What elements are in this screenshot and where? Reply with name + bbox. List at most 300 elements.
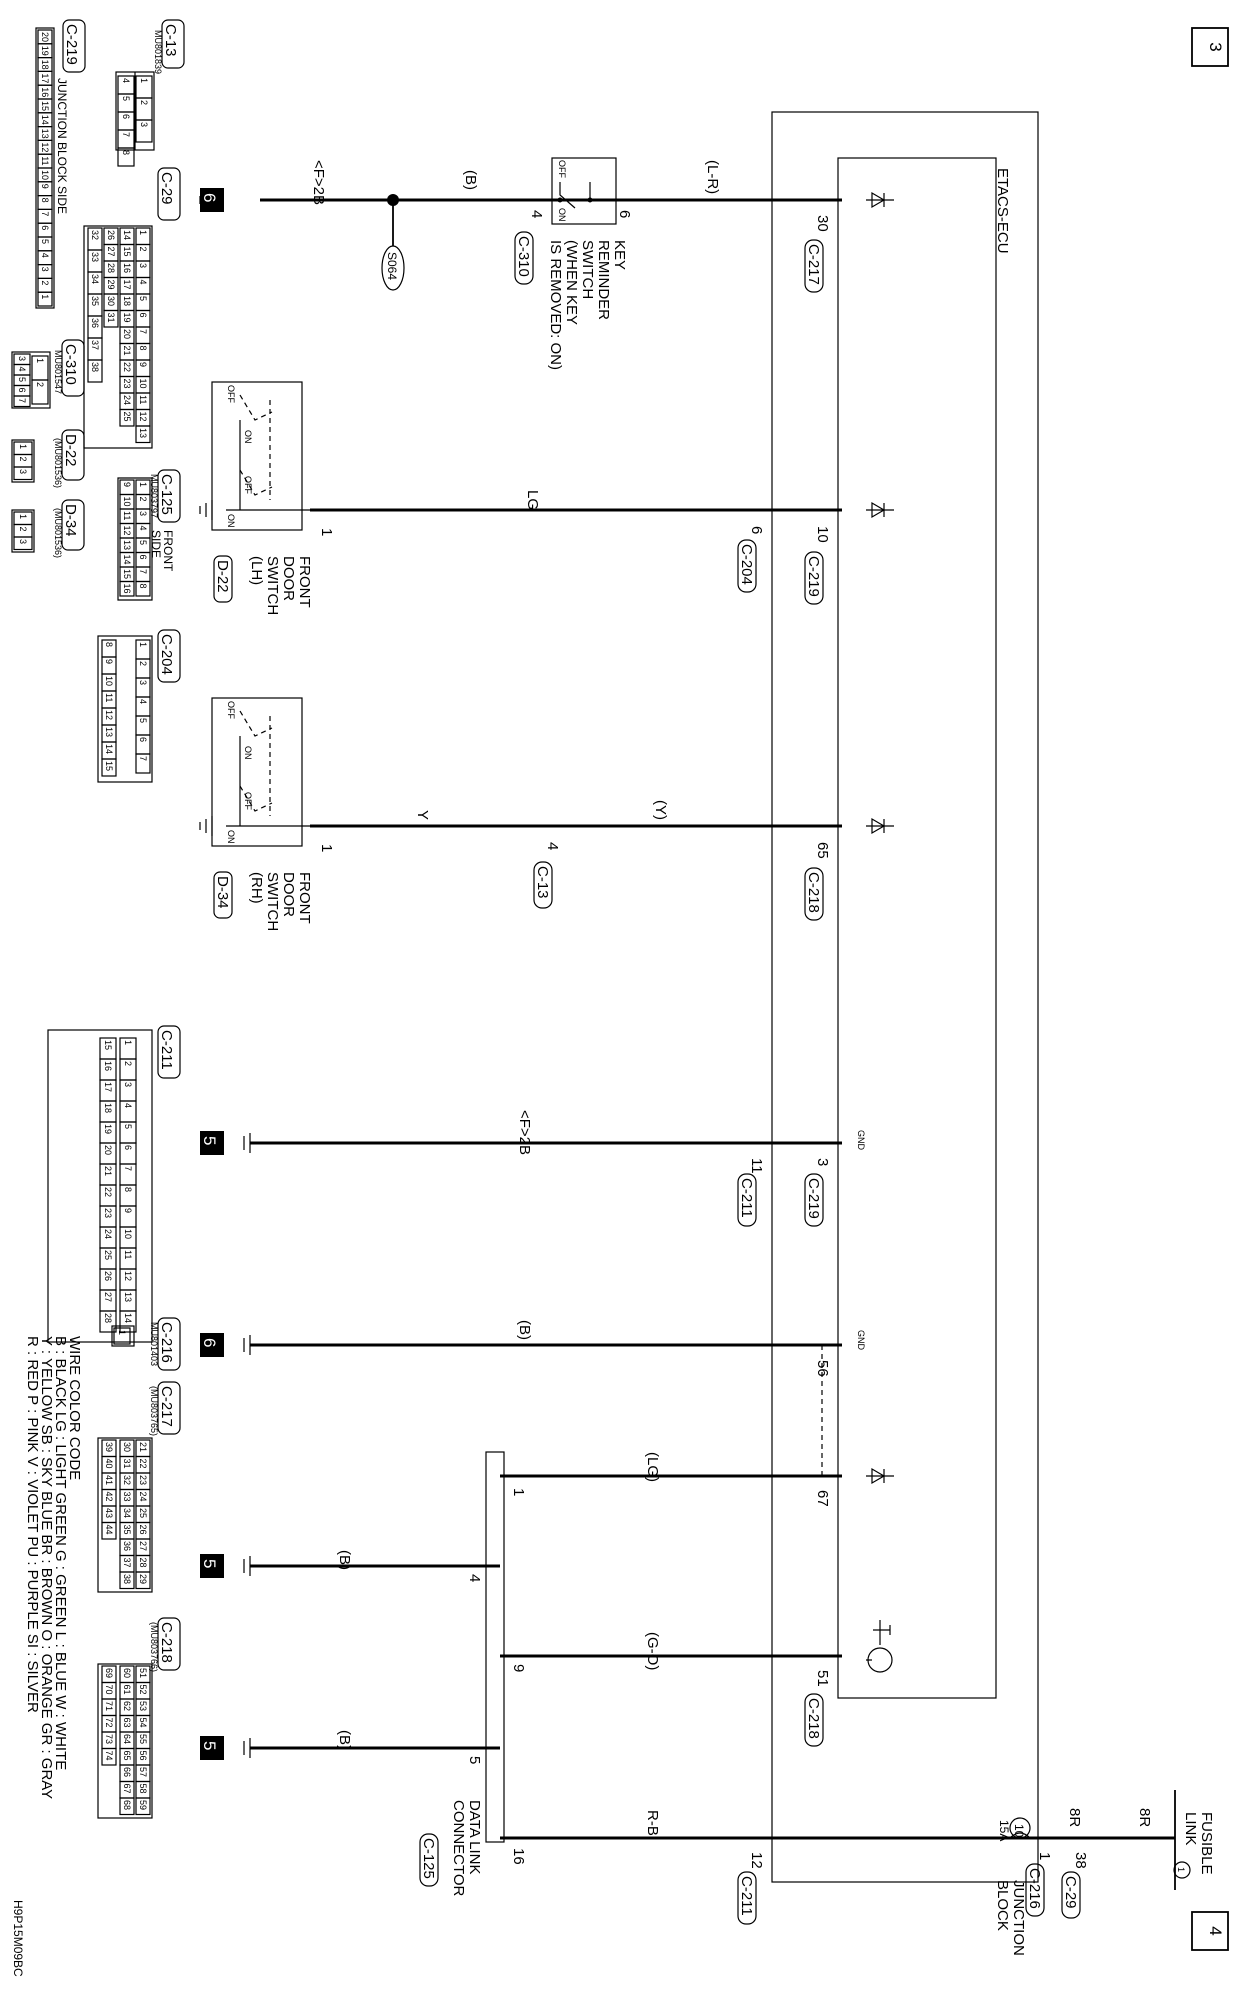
splice-label: S064 (385, 252, 399, 281)
connector-cell-label: 19 (122, 312, 132, 323)
connector-cell-label: 26 (106, 230, 116, 241)
connector-cell-label: 22 (122, 362, 132, 373)
key-switch-label-4: (WHEN KEY (563, 240, 580, 326)
door-rh-on2: ON (226, 830, 236, 844)
connector-cell-label: 23 (103, 1208, 113, 1219)
diode-icon (866, 193, 894, 207)
connector-cell-label: 2 (18, 526, 28, 532)
legend-row-3: R : RED P : PINK V : VIOLET PU : PURPLE SI : SILVER (24, 1336, 41, 1713)
connector-cell-label: 16 (103, 1061, 113, 1072)
connector-cell-label: 3 (139, 122, 149, 128)
d34-view-name: D-34 (62, 504, 79, 537)
connector-cell-label: 1 (138, 482, 148, 488)
connector-cell-label: 30 (122, 1442, 132, 1453)
connector-cell-label: 23 (122, 378, 132, 389)
ground-ref-2: 5 (200, 1136, 219, 1146)
c218-view-name: C-218 (158, 1622, 175, 1663)
connector-cell-label: 8 (40, 197, 50, 203)
connector-cell-label: 72 (104, 1717, 114, 1728)
connector-cell-label: 6 (138, 312, 148, 318)
connector-cell-label: 2 (35, 382, 45, 388)
connector-cell-label: 1 (18, 444, 28, 450)
connector-cell-label: 39 (104, 1442, 114, 1453)
connector-cell-label: 2 (138, 496, 148, 502)
door-lh-on2: ON (226, 514, 236, 528)
connector-cell-label: 1 (123, 1040, 133, 1046)
connector-cell-label: 55 (138, 1734, 148, 1745)
connector-cell-label: 16 (122, 263, 132, 274)
pin-51: 51 (814, 1670, 831, 1687)
connector-cell-label: 8 (138, 583, 148, 589)
connector-cell-label: 10 (104, 676, 114, 687)
connector-cell-label: 13 (40, 128, 50, 139)
conn-c204-label: C-204 (738, 544, 755, 585)
connector-cell-label: 21 (103, 1166, 113, 1177)
connector-cell-label: 41 (104, 1475, 114, 1486)
connector-cell-label: 5 (40, 239, 50, 245)
connector-cell-label: 15 (103, 1040, 113, 1051)
connector-cell-label: 3 (138, 511, 148, 517)
conn-c211-2-label: C-211 (738, 1876, 755, 1916)
transistor-icon (866, 1620, 892, 1672)
connector-cell-label: 32 (122, 1475, 132, 1486)
connector-cell-label: 69 (104, 1668, 114, 1679)
page-number-right (1192, 1912, 1228, 1950)
connector-cell-label: 28 (103, 1313, 113, 1324)
connector-cell-label: 7 (40, 211, 50, 217)
connector-cell-label: 19 (103, 1124, 113, 1135)
connector-cell-label: 5 (138, 296, 148, 302)
connector-cell-label: 35 (122, 1524, 132, 1535)
connector-cell-label: 17 (103, 1082, 113, 1093)
key-switch-off: OFF (557, 160, 567, 178)
connector-cell-label: 15 (122, 569, 132, 580)
door-rh-off1: OFF (226, 701, 236, 719)
connector-cell-label: 62 (122, 1701, 132, 1712)
c204-view-name: C-204 (158, 634, 175, 675)
connector-cell-label: 4 (138, 699, 148, 705)
connector-cell-label: 3 (18, 539, 28, 545)
connector-cell-label: 37 (90, 340, 100, 351)
wire-label-f2b: <F>2B (310, 160, 327, 206)
pin-11: 11 (748, 1158, 765, 1174)
c310-cells (14, 354, 48, 407)
c219-view-desc: JUNCTION BLOCK SIDE (55, 78, 69, 215)
legend-row-1: B : BLACK LG : LIGHT GREEN G : GREEN L : BLUE W : WHITE (52, 1336, 69, 1771)
conn-c218-label: C-218 (805, 872, 822, 913)
ground-ref-4: 5 (200, 1559, 219, 1569)
junction-pin-38: 38 (1072, 1852, 1089, 1869)
key-switch-pin4: 4 (528, 210, 545, 219)
connector-cell-label: 5 (138, 718, 148, 724)
connector-view-c211 (48, 1026, 180, 1342)
connector-cell-label: 52 (138, 1684, 148, 1695)
door-lh-label-4: (LH) (248, 556, 265, 586)
wire-label-b-3: (B) (336, 1550, 353, 1570)
connector-cell-label: 74 (104, 1750, 114, 1761)
connector-cell-label: 2 (40, 280, 50, 286)
connector-cell-label: 33 (90, 252, 100, 263)
wire-label-y-paren: (Y) (652, 800, 669, 820)
connector-cell-label: 54 (138, 1717, 148, 1728)
c204-cells (102, 640, 150, 776)
connector-cell-label: 12 (40, 142, 50, 153)
connector-cell-label: 10 (138, 378, 148, 389)
fusible-number: 1 (1176, 1867, 1186, 1873)
junction-label-2: BLOCK (994, 1880, 1011, 1931)
connector-cell-label: 4 (121, 78, 131, 84)
pin-30: 30 (814, 215, 831, 232)
door-lh-off1: OFF (226, 385, 236, 403)
dlc-pin-16: 16 (510, 1848, 527, 1865)
pin-3: 3 (814, 1158, 831, 1167)
page-code: H9P15M09BC (11, 1900, 25, 1977)
door-rh-label-1: FRONT (296, 872, 313, 924)
diode-icon (866, 819, 894, 833)
conn-c310-label: C-310 (515, 236, 532, 277)
door-lh-on1: ON (243, 430, 253, 444)
connector-cell-label: 7 (121, 132, 131, 138)
connector-cell-label: 21 (138, 1442, 148, 1453)
connector-cell-label: 12 (123, 1271, 133, 1282)
connector-cell-label: 6 (138, 554, 148, 560)
door-rh-off2: OFF (243, 792, 253, 810)
wire-label-r-b: R-B (644, 1810, 661, 1836)
junction-wire-8r-a: 8R (1066, 1808, 1083, 1828)
connector-cell-label: 40 (104, 1458, 114, 1469)
connector-cell-label: 43 (104, 1508, 114, 1519)
d34-view-part: (MU801536) (53, 508, 63, 559)
door-rh-label-3: SWITCH (264, 872, 281, 932)
connector-cell-label: 2 (139, 100, 149, 106)
connector-view-c29 (84, 168, 180, 448)
c125-view-desc2: SIDE (149, 530, 163, 559)
conn-c211-label: C-211 (738, 1178, 755, 1218)
connector-cell-label: 12 (138, 411, 148, 422)
c211-cells (100, 1038, 136, 1332)
connector-cell-label: 25 (122, 411, 132, 422)
connector-cell-label: 2 (138, 246, 148, 252)
pin-12: 12 (748, 1852, 765, 1869)
connector-cell-label: 61 (122, 1684, 132, 1695)
etacs-ecu-outer-box (772, 112, 1038, 1882)
c211-view-name: C-211 (158, 1030, 175, 1070)
connector-cell-label: 6 (123, 1145, 133, 1151)
ground-ref-5: 5 (200, 1741, 219, 1751)
connector-cell-label: 9 (138, 362, 148, 368)
connector-cell-label: 44 (104, 1524, 114, 1535)
connector-cell-label: 7 (17, 398, 27, 404)
connector-cell-label: 27 (106, 246, 116, 257)
connector-cell-label: 19 (40, 45, 50, 56)
gnd-label-1: GND (856, 1130, 866, 1150)
connector-cell-label: 3 (18, 469, 28, 475)
connector-cell-label: 8 (104, 642, 114, 648)
door-rh-label-2: DOOR (280, 872, 297, 917)
connector-cell-label: 73 (104, 1734, 114, 1745)
c218-view-part: (MU803766) (149, 1622, 159, 1673)
connector-cell-label: 65 (122, 1750, 132, 1761)
connector-cell-label: 18 (40, 59, 50, 70)
c217-view-part: (MU803765) (149, 1386, 159, 1437)
dlc-pin-1: 1 (510, 1488, 527, 1497)
connector-cell-label: 13 (122, 540, 132, 551)
connector-cell-label: 15 (122, 246, 132, 257)
connector-cell-label: 8 (121, 150, 131, 156)
connector-cell-label: 26 (103, 1271, 113, 1282)
door-lh-label-2: DOOR (280, 556, 297, 601)
fusible-label-1: FUSIBLE (1198, 1812, 1215, 1875)
connector-cell-label: 36 (90, 318, 100, 329)
connector-cell-label: 13 (138, 428, 148, 439)
connector-cell-label: 11 (138, 395, 148, 405)
conn-c13-label: C-13 (534, 866, 551, 899)
connector-cell-label: 15 (104, 761, 114, 772)
c216-view-part: MU801403 (149, 1322, 159, 1367)
connector-cell-label: 37 (122, 1557, 132, 1568)
connector-cell-label: 67 (122, 1783, 132, 1794)
wire-label-y: Y (414, 810, 431, 821)
connector-cell-label: 14 (122, 554, 132, 565)
d22-view-name: D-22 (62, 434, 79, 467)
door-rh-pin: 1 (318, 844, 335, 853)
door-switch-lh (212, 382, 310, 530)
pin-6-c204: 6 (748, 526, 765, 535)
connector-cell-label: 20 (122, 329, 132, 340)
door-lh-off2: OFF (243, 476, 253, 494)
connector-cell-label: 1 (18, 514, 28, 520)
dlc-pin-5: 5 (466, 1756, 483, 1765)
connector-cell-label: 34 (90, 274, 100, 285)
connector-cell-label: 6 (17, 387, 27, 393)
page-left-label: 3 (1206, 42, 1225, 52)
d34-cells (14, 512, 32, 550)
conn-c218-2-label: C-218 (805, 1698, 822, 1739)
ground-ref-1: 6 (200, 193, 219, 203)
connector-cell-label: 30 (106, 296, 116, 307)
junction-pin-1: 1 (1036, 1852, 1053, 1861)
key-switch-label-1: KEY (611, 240, 628, 271)
key-switch-label-5: IS REMOVED: ON) (547, 240, 564, 371)
conn-c219-label: C-219 (805, 556, 822, 597)
c125-view-name: C-125 (158, 474, 175, 515)
connector-cell-label: 33 (122, 1491, 132, 1502)
connector-cell-label: 20 (103, 1145, 113, 1156)
diode-icon (866, 503, 894, 517)
wire-label-b-2: (B) (516, 1320, 533, 1340)
conn-c125-label: C-125 (420, 1838, 437, 1879)
connector-cell-label: 16 (40, 87, 50, 98)
connector-cell-label: 68 (122, 1800, 132, 1811)
wire-label-b: (B) (462, 170, 479, 190)
wire-label-b-4: (B) (336, 1730, 353, 1750)
connector-cell-label: 64 (122, 1734, 132, 1745)
connector-cell-label: 14 (123, 1313, 133, 1324)
connector-cell-label: 24 (122, 395, 132, 406)
conn-c219-2-label: C-219 (805, 1178, 822, 1219)
connector-cell-label: 3 (138, 263, 148, 269)
legend-title: WIRE COLOR CODE (66, 1336, 83, 1481)
connector-cell-label: 4 (138, 525, 148, 531)
connector-cell-label: 9 (122, 482, 132, 488)
connector-cell-label: 11 (123, 1250, 133, 1260)
connector-cell-label: 1 (138, 230, 148, 236)
connector-cell-label: 32 (90, 230, 100, 241)
connector-cell-label: 25 (103, 1250, 113, 1261)
connector-cell-label: 4 (138, 279, 148, 285)
ecu-title: ETACS-ECU (994, 168, 1011, 254)
c219-view-name: C-219 (63, 24, 80, 65)
c125-cells (120, 480, 150, 596)
connector-cell-label: 3 (123, 1082, 133, 1088)
connector-cell-label: 15 (40, 101, 50, 112)
fuse-rating: 15A (997, 1820, 1011, 1842)
connector-cell-label: 11 (40, 156, 50, 166)
connector-cell-label: 56 (138, 1750, 148, 1761)
connector-cell-label: 66 (122, 1767, 132, 1778)
diode-icon (866, 1469, 894, 1483)
connector-cell-label: 14 (40, 114, 50, 125)
connector-cell-label: 57 (138, 1767, 148, 1778)
connector-cell-label: 29 (106, 279, 116, 290)
connector-cell-label: 9 (104, 659, 114, 665)
connector-cell-label: 12 (104, 710, 114, 721)
connector-cell-label: 18 (122, 296, 132, 307)
conn-c217-label: C-217 (805, 244, 822, 285)
connector-cell-label: 5 (17, 377, 27, 383)
connector-cell-label: 12 (122, 525, 132, 536)
connector-cell-label: 2 (18, 456, 28, 462)
c29-cells (88, 228, 150, 443)
c310-view-part: MU801547 (53, 350, 63, 395)
page-number-left (1192, 28, 1228, 66)
connector-cell-label: 11 (104, 693, 114, 703)
c125-view-desc1: FRONT (161, 530, 175, 572)
connector-cell-label: 14 (104, 744, 114, 755)
connector-cell-label: 4 (17, 366, 27, 372)
connector-cell-label: 8 (123, 1187, 133, 1193)
connector-cell-label: 6 (40, 225, 50, 231)
connector-cell-label: 71 (104, 1701, 114, 1712)
connector-cell-label: 28 (138, 1557, 148, 1568)
c13-view-part: MU801839 (153, 30, 163, 75)
c29-view-name: C-29 (158, 172, 175, 205)
connector-cell-label: 24 (138, 1491, 148, 1502)
connector-cell-label: 7 (138, 329, 148, 335)
connector-cell-label: 21 (122, 345, 132, 356)
connector-cell-label: 60 (122, 1668, 132, 1679)
etacs-ecu-inner-box (838, 158, 996, 1698)
key-switch-label-2: REMINDER (595, 240, 612, 321)
dlc-pin-9: 9 (510, 1664, 527, 1673)
connector-cell-label: 36 (122, 1541, 132, 1552)
connector-cell-label: 5 (138, 540, 148, 546)
gnd-label-2: GND (856, 1330, 866, 1350)
connector-cell-label: 3 (40, 266, 50, 272)
door-lh-pin: 1 (318, 528, 335, 537)
door-rh-label-4: (RH) (248, 872, 265, 904)
connector-cell-label: 29 (138, 1574, 148, 1585)
connector-cell-label: 14 (122, 230, 132, 241)
ground-icon (200, 500, 212, 520)
connector-cell-label: 9 (40, 183, 50, 189)
connector-cell-label: 22 (103, 1187, 113, 1198)
dlc-pin-4: 4 (466, 1574, 483, 1583)
connector-cell-label: 2 (138, 661, 148, 667)
key-switch-on: ON (557, 208, 567, 222)
c216-view-name: C-216 (158, 1322, 175, 1363)
connector-cell-label: 63 (122, 1717, 132, 1728)
connector-cell-label: 42 (104, 1491, 114, 1502)
connector-cell-label: 7 (138, 569, 148, 575)
fuse-number: 10 (1012, 1824, 1026, 1838)
c218-cells (102, 1666, 150, 1815)
connector-cell-label: 17 (122, 279, 132, 290)
connector-cell-label: 25 (138, 1508, 148, 1519)
connector-cell-label: 34 (122, 1508, 132, 1519)
connector-cell-label: 10 (123, 1229, 133, 1240)
dlc-label-1: DATA LINK (466, 1800, 483, 1875)
pin-67: 67 (814, 1490, 831, 1507)
junction-c29-label: C-29 (1062, 1876, 1079, 1909)
fusible-label-2: LINK (1182, 1812, 1199, 1846)
connector-cell-label: 70 (104, 1684, 114, 1695)
ground-icon (244, 1335, 250, 1355)
c219-cells (38, 30, 52, 306)
pin-65: 65 (814, 842, 831, 859)
wire-label-lg-paren: (LG) (644, 1452, 661, 1482)
connector-cell-label: 35 (90, 296, 100, 307)
connector-cell-label: 27 (138, 1541, 148, 1552)
connector-cell-label: 6 (138, 737, 148, 743)
connector-cell-label: 20 (40, 32, 50, 43)
connector-cell-label: 27 (103, 1292, 113, 1303)
connector-cell-label: 17 (40, 73, 50, 84)
data-link-connector (486, 1452, 504, 1842)
ground-icon (244, 1133, 250, 1153)
pin-4-c13: 4 (544, 842, 561, 851)
legend-row-2: Y : YELLOW SB : SKY BLUE BR : BROWN O : ORANGE GR : GRAY (38, 1336, 55, 1800)
ground-icon (244, 1556, 250, 1576)
conn-d22-label: D-22 (214, 560, 231, 593)
connector-cell-label: 51 (138, 1668, 148, 1679)
connector-cell-label: 31 (122, 1458, 132, 1469)
connector-cell-label: 1 (40, 294, 50, 300)
connector-cell-label: 38 (122, 1574, 132, 1585)
connector-cell-label: 31 (106, 312, 116, 323)
connector-cell-label: 24 (103, 1229, 113, 1240)
connector-cell-label: 8 (138, 345, 148, 351)
c13-view-name: C-13 (162, 24, 179, 57)
connector-cell-label: 3 (138, 680, 148, 686)
key-switch-pin6: 6 (616, 210, 633, 219)
connector-cell-label: 1 (35, 358, 45, 364)
junction-wire-8r-b: 8R (1136, 1808, 1153, 1828)
connector-cell-label: 6 (121, 114, 131, 120)
connector-cell-label: 10 (40, 170, 50, 181)
connector-cell-label: 10 (122, 496, 132, 507)
connector-cell-label: 1 (139, 78, 149, 84)
connector-cell-label: 1 (117, 1330, 127, 1336)
ground-icon (244, 1738, 250, 1758)
c310-view-name: C-310 (62, 344, 79, 385)
key-switch-label-3: SWITCH (579, 240, 596, 300)
c125-view-part: MU803797 (149, 474, 159, 519)
wire-label-g-o: (G-O) (644, 1632, 661, 1671)
c217-view-name: C-217 (158, 1386, 175, 1427)
connector-cell-label: 23 (138, 1475, 148, 1486)
connector-cell-label: 53 (138, 1701, 148, 1712)
